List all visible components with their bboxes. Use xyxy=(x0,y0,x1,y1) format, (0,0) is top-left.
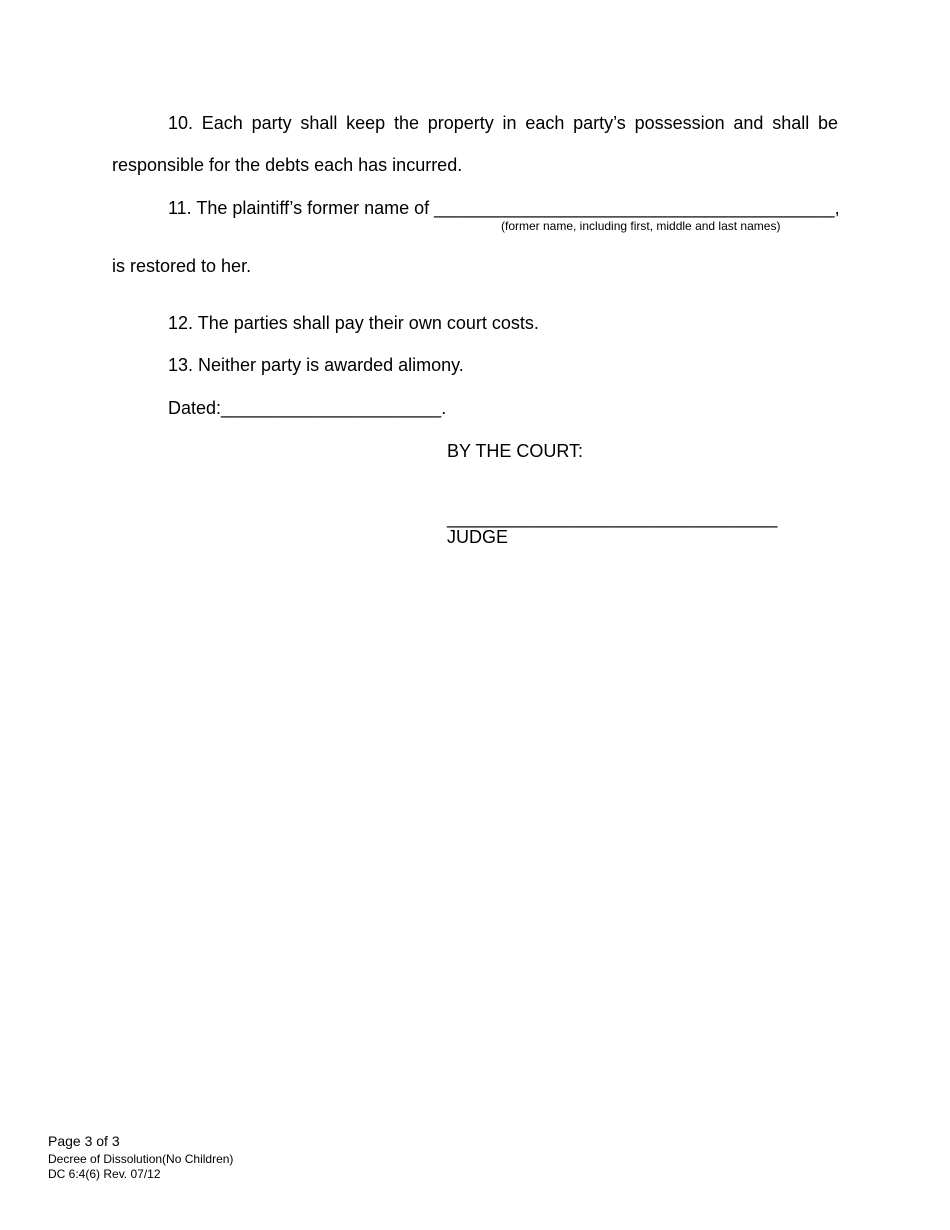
judge-signature-line: _________________________________ xyxy=(447,508,778,528)
page-number: Page 3 of 3 xyxy=(48,1133,120,1149)
dated-line: Dated:______________________. xyxy=(168,398,447,418)
item-11-line-2: is restored to her. xyxy=(112,256,252,276)
form-title: Decree of Dissolution(No Children) xyxy=(48,1152,234,1166)
item-11-line-1: 11. The plaintiff’s former name of ________________________________________, xyxy=(168,198,840,218)
former-name-caption: (former name, including first, middle and last names) xyxy=(501,219,781,233)
item-10-line-2: responsible for the debts each has incurred. xyxy=(112,155,463,175)
item-12: 12. The parties shall pay their own court costs. xyxy=(168,313,539,333)
judge-label: JUDGE xyxy=(447,527,509,547)
form-code: DC 6:4(6) Rev. 07/12 xyxy=(48,1167,161,1181)
item-13: 13. Neither party is awarded alimony. xyxy=(168,355,464,375)
by-the-court-label: BY THE COURT: xyxy=(447,441,584,461)
item-10-line-1: 10. Each party shall keep the property in each party’s possession and shall be xyxy=(168,113,838,133)
